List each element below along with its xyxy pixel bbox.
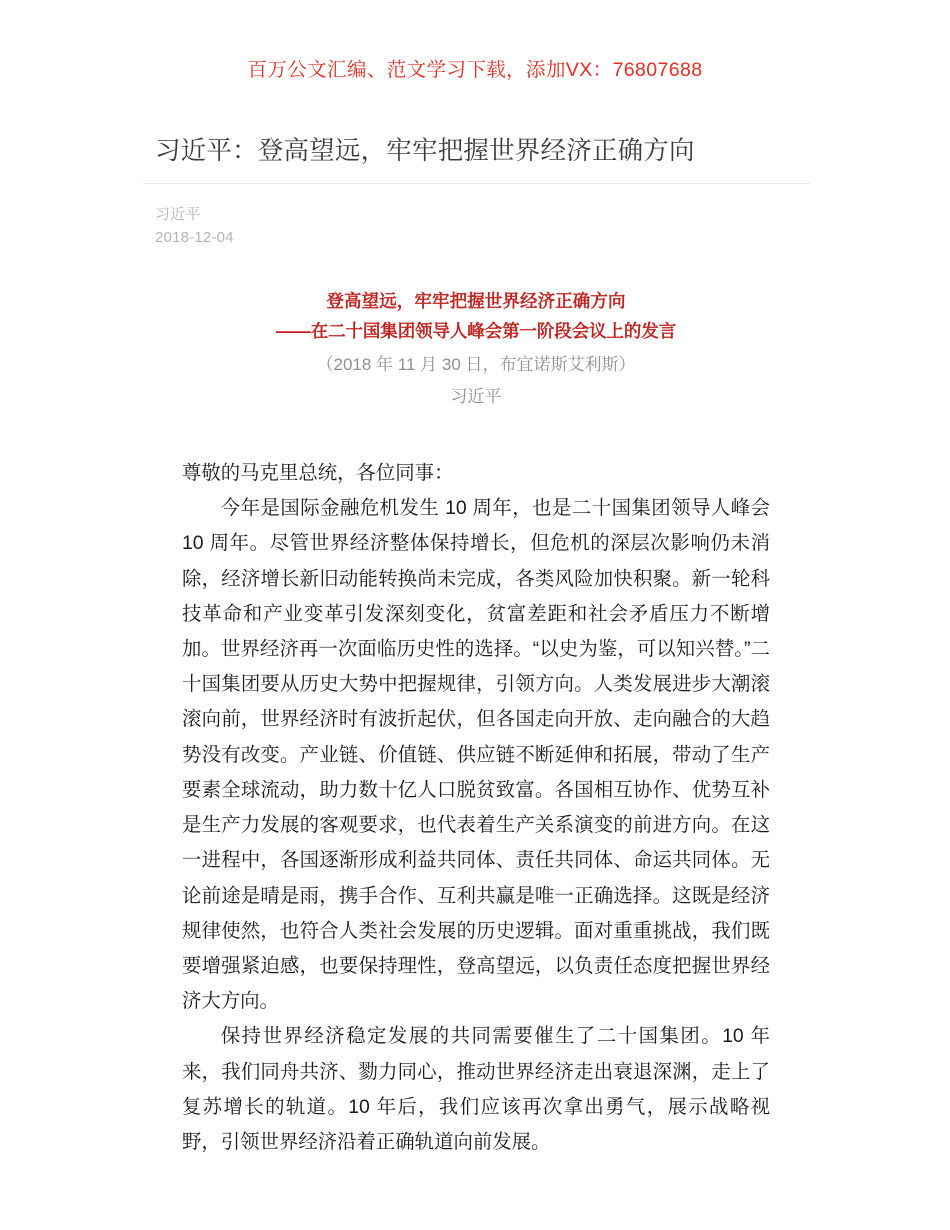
document-speaker: 习近平 [450, 386, 502, 406]
byline-author: 习近平 [155, 206, 201, 223]
page-title: 习近平：登高望远，牢牢把握世界经济正确方向 [155, 137, 695, 165]
title-divider [143, 183, 810, 184]
document-title-block [182, 286, 770, 346]
paragraph-body-1: 今年是国际金融危机发生 10 周年，也是二十国集团领导人峰会 10 周年。尽管世界经济整体保持增长，但危机的深层次影响仍未消除，经济增长新旧动能转换尚未完成，各类风险加快积聚。新一轮科技革命和产业变革引发深刻变化，贫富差距和社会矛盾压力不断增加。世界经济再一次面临历史性的选择。“以史为鉴，可以知兴替。”二十国集团要从历史大势中把握规律，引领方向。人类发展进步大潮滚滚向前，世界经济时有波折起伏，但各国走向开放、走向融合的大趋势没有改变。产业链、价值链、供应链不断延伸和拓展，带动了生产要素全球流动，助力数十亿人口脱贫致富。各国相互协作、优势互补是生产力发展的客观要求，也代表着生产关系演变的前进方向。在这一进程中，各国逐渐形成利益共同体、责任共同体、命运共同体。无论前途是晴是雨，携手合作、互利共赢是唯一正确选择。这既是经济规律使然，也符合人类社会发展的历史逻辑。面对重重挑战，我们既要增强紧迫感，也要保持理性，登高望远，以负责任态度把握世界经济大方向。 [182, 497, 770, 1013]
paragraph-list [182, 456, 770, 1160]
promo-banner: 百万公文汇编、范文学习下载，添加VX：76807688 [247, 59, 703, 81]
document-body [182, 286, 770, 1160]
paragraph-body-2: 保持世界经济稳定发展的共同需要催生了二十国集团。10 年来，我们同舟共济、勠力同心，推动世界经济走出衰退深渊，走上了复苏增长的轨道。10 年后，我们应该再次拿出勇气，展示战略视野，引领世界经济沿着正确轨道向前发展。 [182, 1025, 770, 1153]
document-date-place: （2018 年 11 月 30 日，布宜诺斯艾利斯） [316, 355, 636, 375]
document-meta-block [182, 349, 770, 412]
byline [155, 203, 234, 250]
document-title-main: 登高望远，牢牢把握世界经济正确方向 [326, 291, 626, 311]
document-title-sub: ——在二十国集团领导人峰会第一阶段会议上的发言 [275, 321, 677, 342]
paragraph-salutation: 尊敬的马克里总统，各位同事： [182, 462, 454, 485]
article-header [143, 133, 810, 184]
byline-date: 2018-12-04 [155, 229, 234, 247]
